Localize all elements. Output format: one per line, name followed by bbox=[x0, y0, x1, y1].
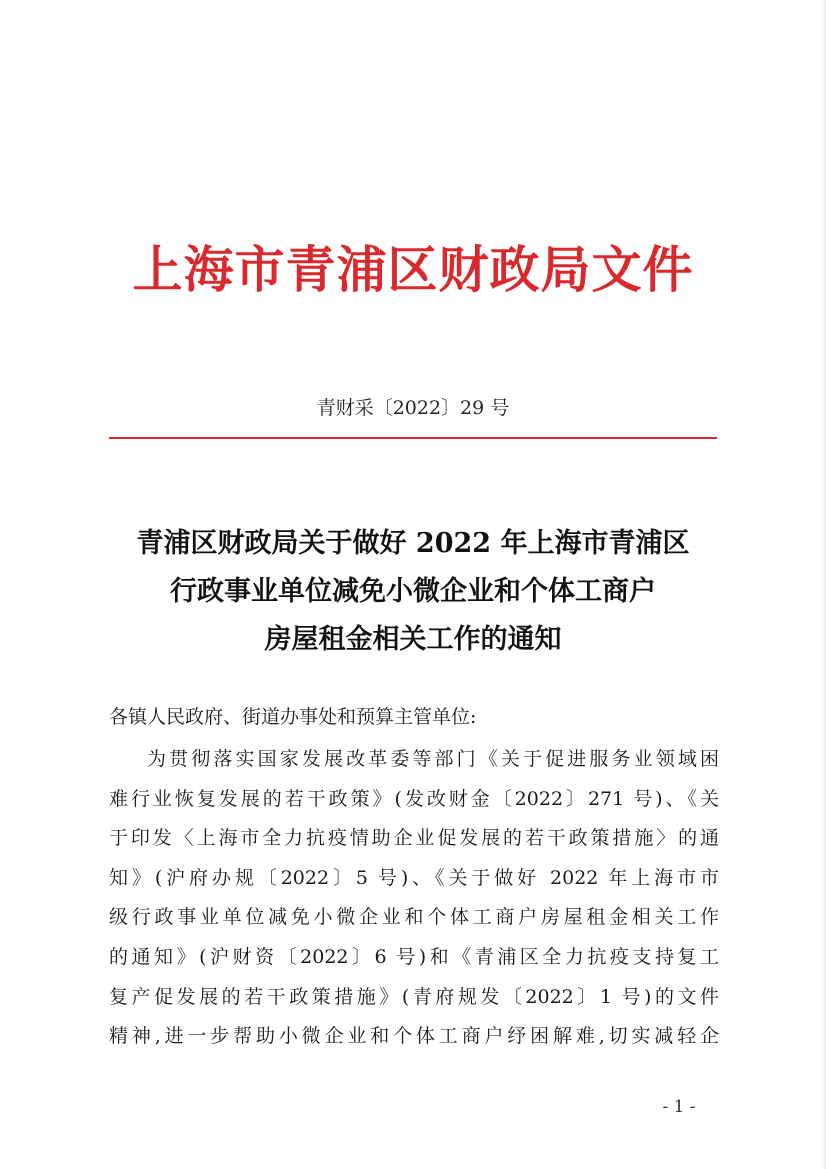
body-line: 于印发〈上海市全力抗疫情助企业促发展的若干政策措施〉的通 bbox=[109, 827, 719, 850]
body-line: 复产促发展的若干政策措施》(青府规发〔2022〕1 号)的文件 bbox=[109, 985, 719, 1008]
notice-title-line: 行政事业单位减免小微企业和个体工商户 bbox=[170, 576, 656, 607]
body-line: 的通知》(沪财资〔2022〕6 号)和《青浦区全力抗疫支持复工 bbox=[109, 945, 719, 968]
page-number: - 1 - bbox=[662, 1097, 696, 1117]
issuer-title: 上海市青浦区财政局文件 bbox=[132, 240, 694, 299]
body-line: 难行业恢复发展的若干政策》(发改财金〔2022〕271 号)、《关 bbox=[109, 787, 719, 810]
body-line: 为贯彻落实国家发展改革委等部门《关于促进服务业领域困 bbox=[147, 748, 719, 770]
body-line: 级行政事业单位减免小微企业和个体工商户房屋租金相关工作 bbox=[109, 906, 719, 929]
red-divider-line bbox=[109, 437, 717, 439]
body-line: 知》(沪府办规〔2022〕5 号)、《关于做好 2022 年上海市市 bbox=[109, 866, 719, 889]
notice-title-line: 青浦区财政局关于做好 2022 年上海市青浦区 bbox=[136, 528, 690, 559]
body-paragraph bbox=[109, 740, 719, 1057]
notice-title-line: 房屋租金相关工作的通知 bbox=[264, 624, 562, 655]
document-number: 青财采〔2022〕29 号 bbox=[316, 397, 510, 419]
body-line: 精神,进一步帮助小微企业和个体工商户纾困解难,切实减轻企 bbox=[109, 1025, 719, 1048]
notice-title bbox=[0, 520, 826, 664]
salutation: 各镇人民政府、街道办事处和预算主管单位: bbox=[109, 706, 477, 728]
